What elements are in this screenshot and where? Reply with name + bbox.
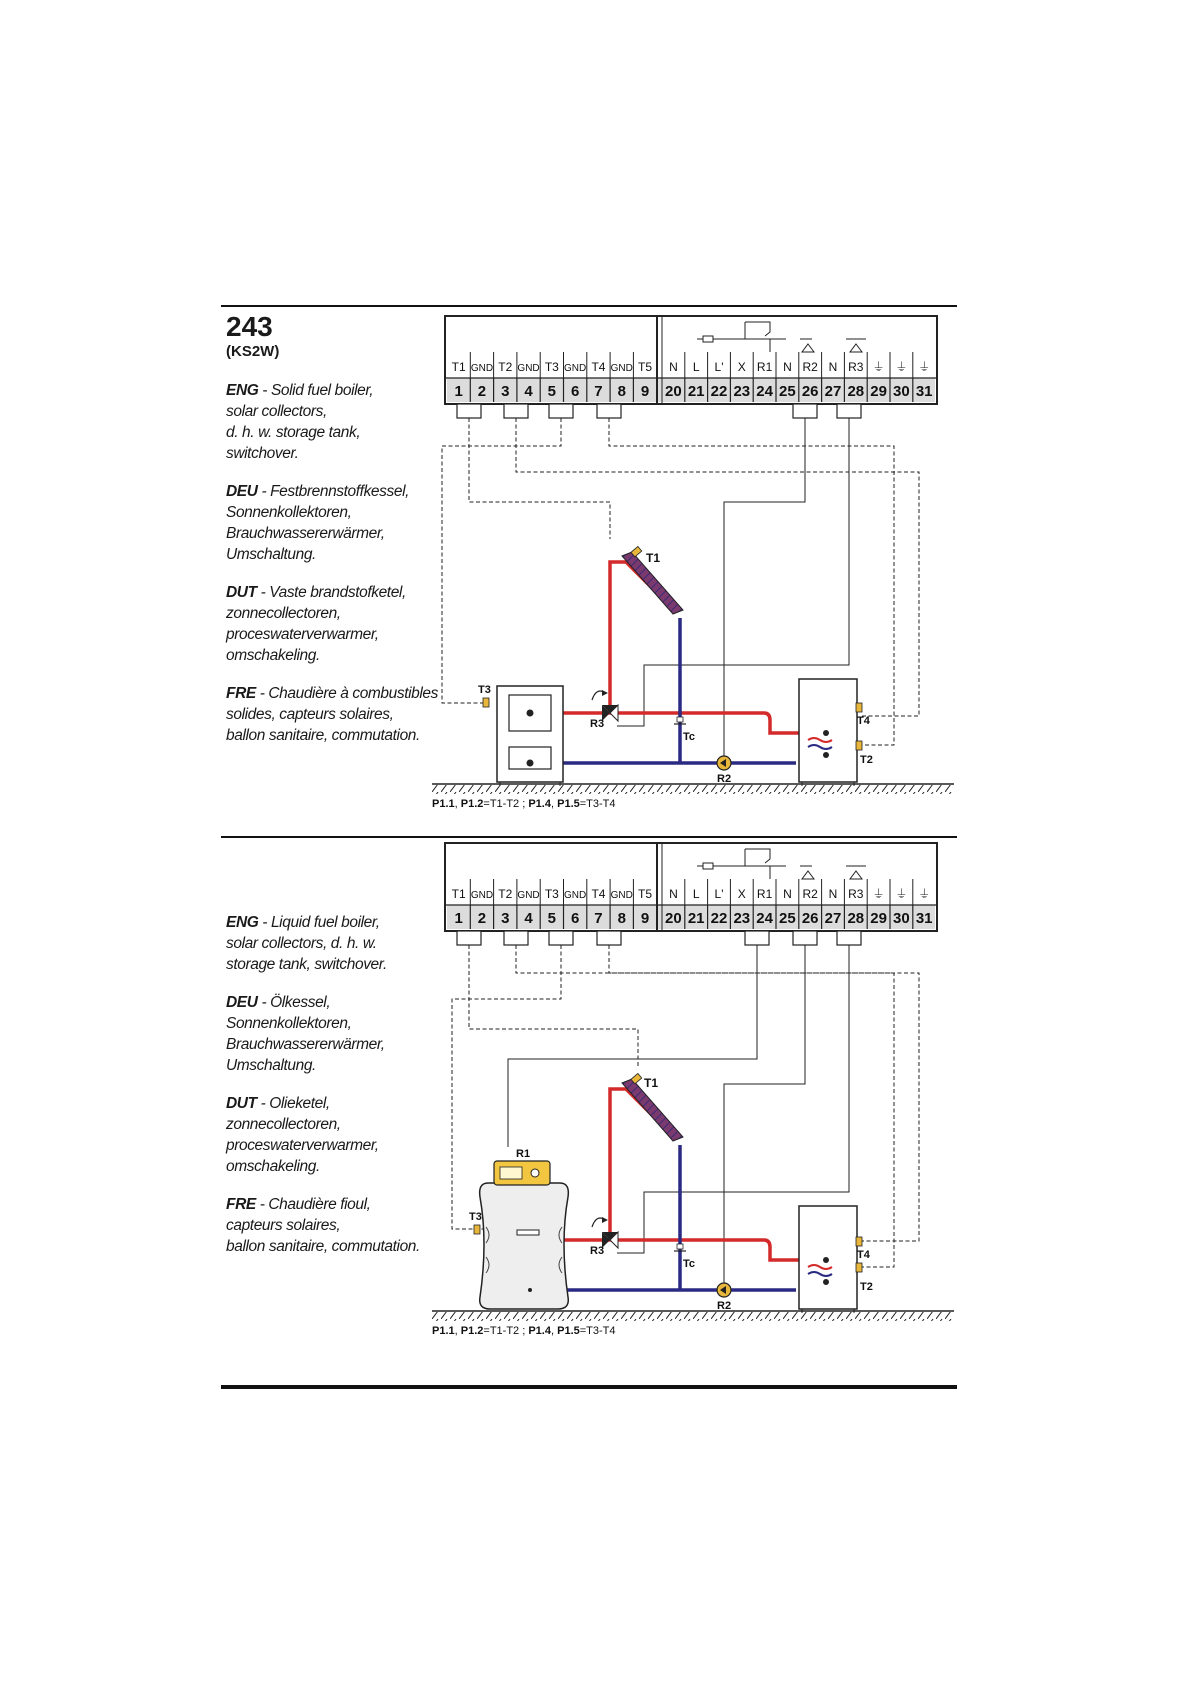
- language-code: DUT: [226, 1095, 257, 1112]
- language-code: FRE: [226, 1196, 256, 1213]
- sensor-terminal-number-5: 5: [547, 383, 557, 400]
- power-terminal-label-30: ⏚: [895, 360, 908, 374]
- description-line: - Vaste brandstofketel,: [256, 584, 406, 601]
- sensor-terminal-number-9: 9: [640, 383, 650, 400]
- boiler-sensor: [469, 1211, 482, 1234]
- power-terminal-number-31: 31: [915, 910, 933, 927]
- description-line: omschakeling.: [226, 1158, 320, 1175]
- power-terminal-label-28: R3: [848, 887, 864, 901]
- tank-bottom-sensor-label: T2: [860, 1281, 873, 1293]
- power-terminal-label-28: R3: [848, 360, 864, 374]
- sensor-terminal-number-9: 9: [640, 910, 650, 927]
- burner-relay-label: R1: [516, 1148, 531, 1160]
- power-terminal-number-27: 27: [824, 383, 842, 400]
- sensor-terminal-label-6: GND: [564, 363, 587, 374]
- power-terminal-label-23: X: [737, 360, 746, 374]
- sensor-terminal-label-9: T5: [638, 360, 653, 374]
- power-terminal-label-20: N: [669, 360, 678, 374]
- power-terminal-label-24: R1: [756, 360, 773, 374]
- power-terminal-number-30: 30: [893, 910, 910, 927]
- description-line: Brauchwassererwärmer,: [226, 525, 385, 542]
- power-terminal-label-31: ⏚: [918, 360, 931, 374]
- sensor-terminal-number-4: 4: [524, 910, 533, 927]
- power-terminal-number-30: 30: [893, 383, 910, 400]
- description-line: storage tank, switchover.: [226, 956, 387, 973]
- description-line: - Festbrennstoffkessel,: [257, 483, 410, 500]
- terminal-lugs: [457, 404, 861, 418]
- collector-sensor-label: T1: [646, 551, 661, 565]
- controller-model: (KS2W): [226, 343, 280, 360]
- collector-return-sensor: [674, 1244, 695, 1270]
- tank-bottom-sensor-label: T2: [860, 754, 873, 766]
- power-terminal-label-25: N: [783, 360, 792, 374]
- storage-tank: [799, 679, 873, 786]
- power-terminal-number-22: 22: [710, 383, 728, 400]
- collector-return-sensor: [674, 717, 695, 743]
- sensor-terminal-label-3: T2: [498, 887, 513, 901]
- description-line: - Chaudière à combustibles: [255, 685, 438, 702]
- power-terminal-label-26: R2: [802, 887, 818, 901]
- scheme-1: [432, 316, 954, 810]
- power-terminal-label-26: R2: [802, 360, 818, 374]
- valve-relay-label: R3: [590, 1245, 605, 1257]
- sensor-terminal-label-2: GND: [470, 890, 494, 901]
- switchover-valve: [590, 690, 618, 730]
- description-line: Umschaltung.: [226, 1057, 316, 1074]
- sensor-terminal-label-4: GND: [517, 890, 540, 901]
- power-terminal-label-30: ⏚: [895, 887, 908, 901]
- tc-sensor-label: Tc: [683, 731, 696, 743]
- description-line: ballon sanitaire, commutation.: [226, 1238, 420, 1255]
- sensor-terminal-number-6: 6: [570, 383, 580, 400]
- sensor-terminal-label-5: T3: [544, 887, 559, 901]
- language-code: ENG: [226, 382, 259, 399]
- sensor-terminal-label-6: GND: [564, 890, 587, 901]
- power-terminal-number-28: 28: [847, 910, 865, 927]
- parameter-formula: P1.1, P1.2=T1-T2 ; P1.4, P1.5=T3-T4: [432, 798, 616, 810]
- pump-relay-label: R2: [717, 773, 732, 785]
- description-line: - Olieketel,: [256, 1095, 330, 1112]
- description-line: ballon sanitaire, commutation.: [226, 727, 420, 744]
- sensor-terminal-label-8: GND: [610, 363, 633, 374]
- power-terminal-number-21: 21: [687, 910, 705, 927]
- power-terminal-number-25: 25: [779, 910, 796, 927]
- sensor-terminal-number-2: 2: [477, 910, 487, 927]
- power-terminal-label-21: L: [692, 887, 700, 901]
- power-terminal-number-25: 25: [779, 383, 796, 400]
- power-terminal-label-27: N: [828, 887, 838, 901]
- description-line: solides, capteurs solaires,: [226, 706, 394, 723]
- power-terminal-number-21: 21: [687, 383, 705, 400]
- power-terminal-number-31: 31: [915, 383, 933, 400]
- language-code: DEU: [226, 994, 258, 1011]
- power-terminal-number-20: 20: [665, 383, 682, 400]
- description-line: Sonnenkollektoren,: [226, 1015, 352, 1032]
- sensor-terminal-number-5: 5: [547, 910, 557, 927]
- description-line: switchover.: [226, 445, 299, 462]
- sensor-terminal-label-7: T4: [591, 360, 606, 374]
- terminal-strip: [445, 316, 937, 404]
- power-terminal-label-29: ⏚: [872, 360, 885, 374]
- circulation-pump: [717, 1283, 731, 1312]
- sensor-terminal-number-7: 7: [594, 910, 603, 927]
- switchover-valve: [590, 1217, 618, 1257]
- valve-relay-label: R3: [590, 718, 605, 730]
- sensor-terminal-label-5: T3: [544, 360, 559, 374]
- tc-sensor-label: Tc: [683, 1258, 696, 1270]
- scheme-code: 243: [226, 311, 273, 342]
- power-terminal-number-23: 23: [733, 910, 751, 927]
- sensor-terminal-number-2: 2: [477, 383, 487, 400]
- description-line: proceswaterverwarmer,: [226, 1137, 379, 1154]
- boiler-sensor: [478, 684, 491, 707]
- description-line: d. h. w. storage tank,: [226, 424, 361, 441]
- solar-collector: [622, 1073, 683, 1141]
- power-terminal-label-24: R1: [756, 887, 773, 901]
- power-terminal-label-22: L': [714, 360, 724, 374]
- power-terminal-number-28: 28: [847, 383, 865, 400]
- ground-line: [432, 784, 954, 794]
- sensor-terminal-label-1: T1: [451, 360, 466, 374]
- power-terminal-label-21: L: [692, 360, 700, 374]
- power-terminal-number-27: 27: [824, 910, 842, 927]
- sensor-terminal-label-1: T1: [451, 887, 466, 901]
- sensor-terminal-number-4: 4: [524, 383, 533, 400]
- sensor-terminal-number-1: 1: [454, 383, 463, 400]
- storage-tank: [799, 1206, 873, 1313]
- power-terminal-number-29: 29: [870, 383, 887, 400]
- description-line: solar collectors,: [226, 403, 327, 420]
- power-terminal-label-25: N: [783, 887, 792, 901]
- terminal-lugs: [457, 931, 861, 945]
- sensor-terminal-label-4: GND: [517, 363, 540, 374]
- scheme-2: [432, 843, 954, 1337]
- tank-top-sensor-label: T4: [857, 715, 870, 727]
- power-terminal-label-29: ⏚: [872, 887, 885, 901]
- description-line: omschakeling.: [226, 647, 320, 664]
- sensor-terminal-number-7: 7: [594, 383, 603, 400]
- language-code: DUT: [226, 584, 257, 601]
- power-terminal-number-29: 29: [870, 910, 887, 927]
- power-terminal-number-22: 22: [710, 910, 728, 927]
- power-terminal-number-23: 23: [733, 383, 751, 400]
- boiler-sensor-label: T3: [469, 1211, 482, 1223]
- description-line: - Solid fuel boiler,: [258, 382, 374, 399]
- description-line: Umschaltung.: [226, 546, 316, 563]
- description-line: - Ölkessel,: [257, 994, 331, 1011]
- sensor-terminal-label-2: GND: [470, 363, 494, 374]
- power-terminal-number-26: 26: [801, 383, 819, 400]
- collector-sensor-label: T1: [644, 1076, 659, 1090]
- power-terminal-number-26: 26: [801, 910, 819, 927]
- terminal-strip: [445, 843, 937, 931]
- description-line: zonnecollectoren,: [226, 1116, 341, 1133]
- description-line: zonnecollectoren,: [226, 605, 341, 622]
- description-line: Brauchwassererwärmer,: [226, 1036, 385, 1053]
- sensor-terminal-label-3: T2: [498, 360, 513, 374]
- boiler-sensor-label: T3: [478, 684, 491, 696]
- power-terminal-number-24: 24: [756, 383, 773, 400]
- description-line: proceswaterverwarmer,: [226, 626, 379, 643]
- power-terminal-label-20: N: [669, 887, 678, 901]
- sensor-terminal-number-3: 3: [501, 383, 510, 400]
- sensor-terminal-number-8: 8: [617, 383, 626, 400]
- sensor-terminal-number-1: 1: [454, 910, 463, 927]
- parameter-formula: P1.1, P1.2=T1-T2 ; P1.4, P1.5=T3-T4: [432, 1325, 616, 1337]
- sensor-terminal-label-8: GND: [610, 890, 633, 901]
- description-line: - Liquid fuel boiler,: [258, 914, 380, 931]
- power-terminal-label-22: L': [714, 887, 724, 901]
- sensor-terminal-label-7: T4: [591, 887, 606, 901]
- pump-relay-label: R2: [717, 1300, 732, 1312]
- language-code: DEU: [226, 483, 258, 500]
- tank-top-sensor-label: T4: [857, 1249, 870, 1261]
- power-terminal-number-24: 24: [756, 910, 773, 927]
- power-terminal-label-23: X: [737, 887, 746, 901]
- sensor-terminal-label-9: T5: [638, 887, 653, 901]
- language-code: ENG: [226, 914, 259, 931]
- description-line: Sonnenkollektoren,: [226, 504, 352, 521]
- oil-boiler: [480, 1148, 569, 1309]
- description-line: capteurs solaires,: [226, 1217, 341, 1234]
- power-terminal-label-31: ⏚: [918, 887, 931, 901]
- sensor-terminal-number-6: 6: [570, 910, 580, 927]
- ground-line: [432, 1311, 954, 1321]
- sensor-terminal-number-8: 8: [617, 910, 626, 927]
- language-code: FRE: [226, 685, 256, 702]
- boiler-body: [480, 1183, 569, 1309]
- solid-fuel-boiler: [497, 686, 563, 786]
- sensor-terminal-number-3: 3: [501, 910, 510, 927]
- description-line: solar collectors, d. h. w.: [226, 935, 377, 952]
- power-terminal-number-20: 20: [665, 910, 682, 927]
- power-terminal-label-27: N: [828, 360, 838, 374]
- circulation-pump: [717, 756, 731, 785]
- solar-collector: [622, 546, 683, 614]
- description-line: - Chaudière fioul,: [255, 1196, 371, 1213]
